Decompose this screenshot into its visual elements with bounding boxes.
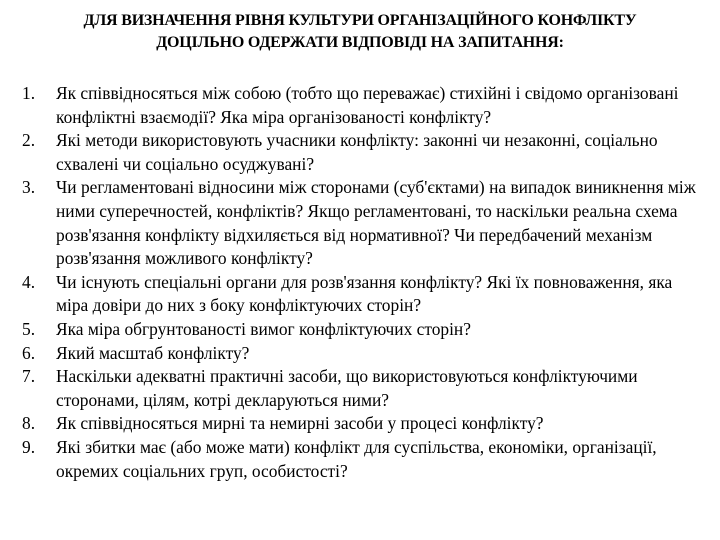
question-number: 4. xyxy=(22,271,36,292)
question-item xyxy=(22,342,708,366)
question-text: Наскільки адекватні практичні засоби, що використовуються конфліктуючими сторонами, цілям, котрі декларуються ними? xyxy=(56,366,638,410)
question-text: Як співвідносяться між собою (тобто що переважає) стихійні і свідомо організовані конфліктні взаємодії? Яка міра організованості конфлікту? xyxy=(56,83,679,127)
question-number: 9. xyxy=(22,436,36,457)
question-text: Яка міра обгрунтованості вимог конфліктуючих сторін? xyxy=(56,318,471,339)
question-number: 8. xyxy=(22,413,36,434)
question-text: Як співвідносяться мирні та немирні засоби у процесі конфлікту? xyxy=(56,413,544,434)
slide-title xyxy=(20,10,700,54)
question-number: 6. xyxy=(22,342,36,363)
question-item xyxy=(22,271,708,318)
question-text: Чи існують спеціальні органи для розв'язання конфлікту? Які їх повноваження, яка міра довіри до них з боку конфліктуючих сторін? xyxy=(56,271,673,316)
question-text: Який масштаб конфлікту? xyxy=(56,342,250,363)
title-line-1: ДЛЯ ВИЗНАЧЕННЯ РІВНЯ КУЛЬТУРИ ОРГАНІЗАЦІЙНОГО КОНФЛІКТУ xyxy=(83,12,637,29)
question-item xyxy=(22,82,708,129)
question-number: 1. xyxy=(22,83,36,103)
title-line-2: ДОЦІЛЬНО ОДЕРЖАТИ ВІДПОВІДІ НА ЗАПИТАННЯ: xyxy=(156,34,564,51)
question-number: 2. xyxy=(22,130,36,151)
question-item xyxy=(22,176,708,270)
question-item xyxy=(22,365,708,412)
question-text: Які методи використовують учасники конфлікту: законні чи незаконні, соціально схвалені чи соціально осуджувані? xyxy=(56,130,658,174)
question-item xyxy=(22,412,708,436)
question-list xyxy=(22,82,708,483)
question-item xyxy=(22,436,708,483)
question-number: 5. xyxy=(22,318,36,339)
question-item xyxy=(22,318,708,342)
question-text: Які збитки має (або може мати) конфлікт для суспільства, економіки, організації, окремих соціальних груп, особистості? xyxy=(56,436,657,481)
question-text: Чи регламентовані відносини між сторонами (суб'єктами) на випадок виникнення між ними суперечностей, конфліктів? Якщо регламентовані, то наскільки реальна схема розв'язання конфлікту відхиляється від нормативної? Чи передбачений механізм розв'язання можливого конфлікту? xyxy=(56,177,696,269)
question-number: 3. xyxy=(22,177,36,198)
question-number: 7. xyxy=(22,366,36,387)
question-item xyxy=(22,129,708,176)
